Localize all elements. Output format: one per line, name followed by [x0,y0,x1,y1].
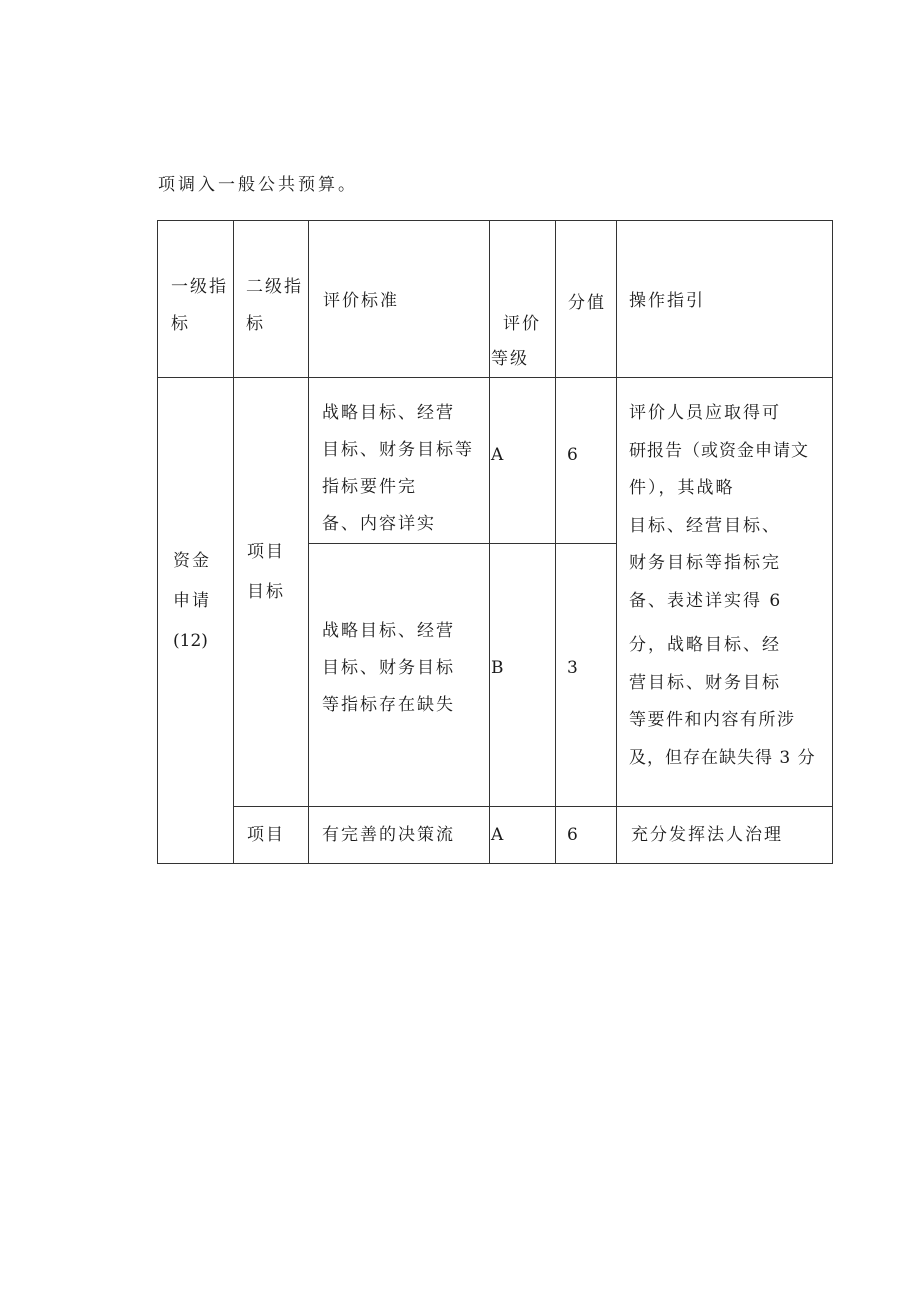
criteria-cell-3 [309,807,490,864]
header-grade-line1: 评价 [503,314,541,334]
level1-line3: (12) [173,630,208,651]
guide-cell-merged [617,378,833,807]
guide-line10: 及，但存在缺失得 3 分 [629,747,816,768]
guide-line7: 分，战略目标、经 [629,635,781,655]
guide-line3: 件），其战略 [629,478,735,498]
header-grade-line2: 等级 [491,349,529,369]
table-header-row [158,221,833,378]
score-cell-3 [556,807,617,864]
header-level2 [234,221,309,378]
level1-line1: 资金 [173,550,211,571]
level2-b-text: 项目 [247,824,285,845]
grade-cell-2 [490,544,556,807]
criteria-2-line3: 等指标存在缺失 [322,694,455,715]
level1-line2: 申请 [173,590,211,611]
header-level2-line2: 标 [246,314,265,334]
header-level1 [158,221,234,378]
guide-last-text: 充分发挥法人治理 [631,824,783,845]
header-score [556,221,617,378]
table-row [158,807,833,864]
criteria-1-line4: 备、内容详实 [322,514,436,534]
score-1: 6 [567,445,578,465]
grade-1: A [491,445,504,465]
level2-cell-project-goal [234,378,309,807]
grade-cell-3 [490,807,556,864]
header-level1-line1: 一级指 [171,277,228,297]
criteria-3-line1: 有完善的决策流 [322,824,455,845]
guide-line1: 评价人员应取得可 [629,403,781,423]
header-criteria [309,221,490,378]
level2-cell-project [234,807,309,864]
guide-line6: 备、表述详实得 6 [629,590,783,611]
header-level2-line1: 二级指 [246,277,303,297]
guide-cell-last [617,807,833,864]
criteria-1-line3: 指标要件完 [322,477,417,497]
grade-2: B [491,657,504,678]
guide-line5: 财务目标等指标完 [629,553,781,573]
score-cell-1 [556,378,617,544]
criteria-cell-2 [309,544,490,807]
score-cell-2 [556,544,617,807]
header-guide [617,221,833,378]
score-3: 6 [567,824,578,845]
score-2: 3 [567,657,578,678]
level1-cell [158,378,234,864]
criteria-2-line2: 目标、财务目标 [322,657,455,678]
guide-line2: 研报告（或资金申请文 [629,440,809,461]
grade-cell-1 [490,378,556,544]
intro-text: 项调入一般公共预算。 [158,175,358,195]
evaluation-table [157,220,833,864]
criteria-2-line1: 战略目标、经营 [322,620,455,641]
level2-a-line1: 项目 [247,542,285,562]
guide-line9: 等要件和内容有所涉 [629,710,796,730]
header-guide-text: 操作指引 [629,291,705,311]
header-grade [490,221,556,378]
criteria-cell-1 [309,378,490,544]
grade-3: A [491,824,504,845]
guide-line8: 营目标、财务目标 [629,672,781,693]
header-criteria-text: 评价标准 [323,291,399,311]
header-level1-line2: 标 [171,314,190,334]
guide-line4: 目标、经营目标、 [629,515,781,536]
header-score-text: 分值 [568,293,606,313]
criteria-1-line2: 目标、财务目标等 [322,440,474,460]
level2-a-line2: 目标 [247,582,285,602]
criteria-1-line1: 战略目标、经营 [322,403,455,423]
table-row [158,378,833,544]
